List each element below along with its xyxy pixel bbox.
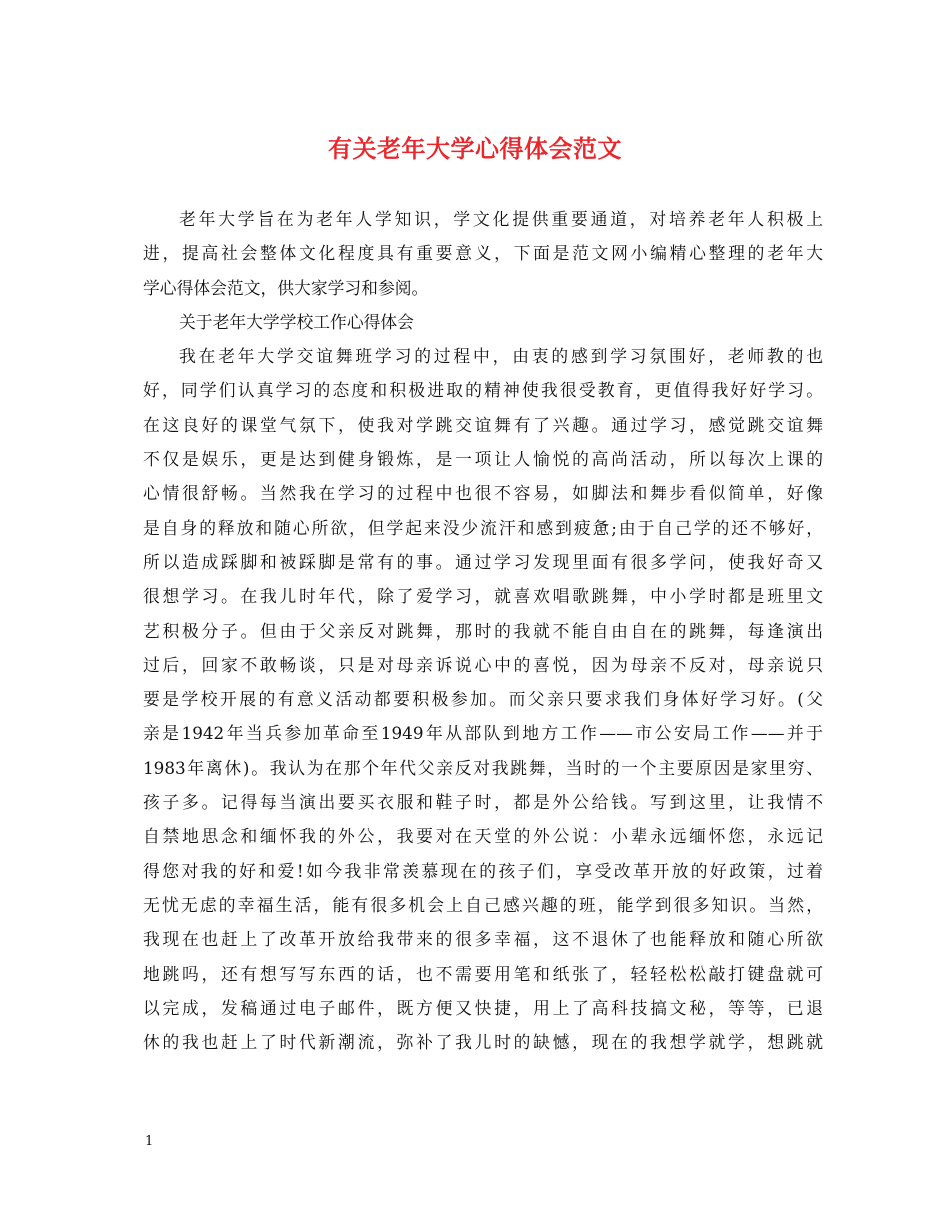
paragraph-line: 老年大学旨在为老年人学知识，学文化提供重要通道，对培养老年人积极上 — [179, 209, 823, 229]
paragraph-line: 以完成，发稿通过电子邮件，既方便又快捷，用上了高科技搞文秘，等等，已退 — [143, 997, 823, 1018]
paragraph-line: 得您对我的好和爱!如今我非常羡慕现在的孩子们，享受改革开放的好政策，过着 — [143, 860, 823, 881]
paragraph-line: 要是学校开展的有意义活动都要积极参加。而父亲只要求我们身体好学习好。(父 — [143, 689, 823, 710]
paragraph-line: 艺积极分子。但由于父亲反对跳舞，那时的我就不能自由自在的跳舞，每逢演出 — [143, 620, 823, 641]
paragraph-line: 所以造成踩脚和被踩脚是常有的事。通过学习发现里面有很多学问，使我好奇又 — [143, 551, 823, 572]
paragraph-line: 很想学习。在我儿时年代，除了爱学习，就喜欢唱歌跳舞，中小学时都是班里文 — [143, 586, 823, 607]
paragraph-line: 在这良好的课堂气氛下，使我对学跳交谊舞有了兴趣。通过学习，感觉跳交谊舞 — [143, 414, 823, 435]
paragraph-line: 休的我也赶上了时代新潮流，弥补了我儿时的缺憾，现在的我想学就学，想跳就 — [143, 1032, 823, 1053]
page-number: 1 — [145, 1134, 154, 1149]
paragraph-line: 我在老年大学交谊舞班学习的过程中，由衷的感到学习氛围好，老师教的也 — [179, 346, 823, 367]
paragraph-line: 进，提高社会整体文化程度具有重要意义，下面是范文网小编精心整理的老年大 — [143, 243, 823, 264]
paragraph-line: 地跳吗，还有想写写东西的话，也不需要用笔和纸张了，轻轻松松敲打键盘就可 — [143, 963, 823, 984]
paragraph-line: 过后，回家不敢畅谈，只是对母亲诉说心中的喜悦，因为母亲不反对，母亲说只 — [143, 654, 823, 675]
paragraph-line: 不仅是娱乐，更是达到健身锻炼，是一项让人愉悦的高尚活动，所以每次上课的 — [143, 449, 823, 470]
page-title: 有关老年大学心得体会范文 — [328, 134, 622, 163]
section-heading: 关于老年大学学校工作心得体会 — [179, 311, 414, 332]
paragraph-line: 心情很舒畅。当然我在学习的过程中也很不容易，如脚法和舞步看似简单，好像 — [143, 483, 823, 504]
paragraph-line: 是自身的释放和随心所欲，但学起来没少流汗和感到疲惫;由于自己学的还不够好， — [143, 517, 823, 538]
paragraph-line: 我现在也赶上了改革开放给我带来的很多幸福，这不退休了也能释放和随心所欲 — [143, 929, 823, 950]
paragraph-line: 孩子多。记得每当演出要买衣服和鞋子时，都是外公给钱。写到这里，让我情不 — [143, 792, 823, 813]
paragraph-line: 好，同学们认真学习的态度和积极进取的精神使我很受教育，更值得我好好学习。 — [143, 380, 823, 401]
paragraph-line: 亲是1942年当兵参加革命至1949年从部队到地方工作——市公安局工作——并于 — [143, 723, 823, 744]
paragraph-line: 学心得体会范文，供大家学习和参阅。 — [143, 277, 429, 298]
body-text — [143, 202, 823, 1059]
paragraph-line: 自禁地思念和缅怀我的外公，我要对在天堂的外公说：小辈永远缅怀您，永远记 — [143, 826, 823, 847]
paragraph-line: 1983年离休)。我认为在那个年代父亲反对我跳舞，当时的一个主要原因是家里穷、 — [143, 757, 823, 778]
paragraph-line: 无忧无虑的幸福生活，能有很多机会上自己感兴趣的班，能学到很多知识。当然， — [143, 894, 823, 915]
